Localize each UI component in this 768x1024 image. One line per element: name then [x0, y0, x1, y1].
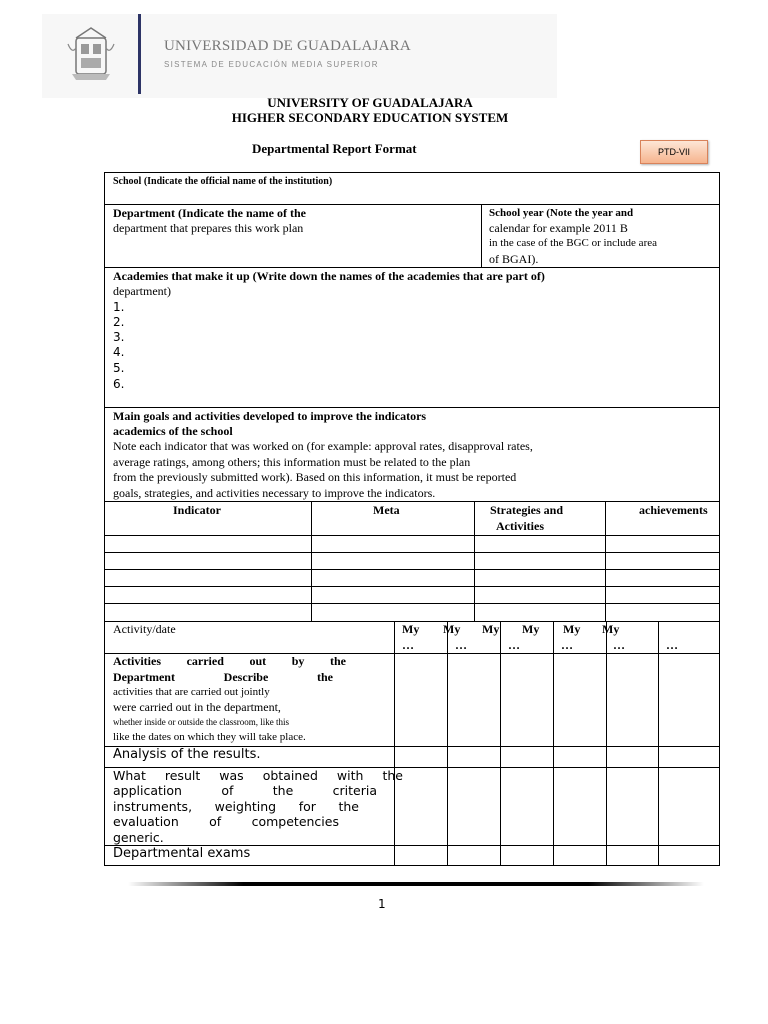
activities-hint-2: were carried out in the department, — [113, 700, 281, 714]
divider — [481, 204, 482, 267]
result-label-3: instruments, weighting for the — [113, 799, 359, 814]
activities-label-1 — [113, 654, 346, 669]
activities-hint-3: whether inside or outside the classroom, like this — [113, 717, 289, 727]
activities-word: carried — [186, 654, 224, 668]
title-line-1: UNIVERSITY OF GUADALAJARA — [267, 95, 473, 110]
goals-label-1: Main goals and activities developed to improve the indicators — [113, 409, 427, 423]
activities-word: Activities — [113, 654, 161, 668]
activities-word: the — [316, 670, 333, 684]
divider — [553, 621, 554, 866]
school-year-hint-2: in the case of the BGC or include area — [489, 237, 657, 249]
activities-word: out — [249, 654, 267, 668]
department-field-hint: department that prepares this work plan — [113, 221, 304, 235]
divider — [500, 621, 501, 866]
academy-item-3: 3. — [113, 330, 125, 344]
activities-hint-4: like the dates on which they will take place. — [113, 731, 306, 743]
activities-label-2 — [113, 670, 333, 685]
table-row — [105, 569, 719, 570]
academy-item-6: 6. — [113, 377, 125, 391]
result-label-4: evaluation of competencies — [113, 814, 339, 829]
strategies-column-header: Strategies and — [490, 503, 563, 517]
indicator-column-header: Indicator — [173, 503, 221, 517]
activities-word: by — [291, 654, 305, 668]
date-ellipsis-2: … — [455, 638, 467, 652]
system-name: SISTEMA DE EDUCACIÓN MEDIA SUPERIOR — [164, 60, 379, 69]
result-label-2: application of the criteria — [113, 783, 377, 798]
goals-hint-2: average ratings, among others; this information must be related to the plan — [113, 455, 471, 469]
activities-word: Department — [113, 670, 175, 684]
date-column-3: My — [482, 622, 500, 636]
footer-divider — [128, 882, 704, 886]
achievements-column-header: achievements — [639, 503, 708, 517]
school-year-hint-3: of BGAI). — [489, 252, 539, 266]
divider — [105, 204, 719, 205]
academy-item-5: 5. — [113, 361, 125, 375]
report-form — [104, 172, 720, 866]
date-ellipsis-4: … — [561, 638, 573, 652]
academy-item-2: 2. — [113, 315, 125, 329]
activities-word: the — [329, 654, 346, 668]
date-column-2: My — [443, 622, 461, 636]
analysis-label: Analysis of the results. — [113, 747, 261, 762]
goals-hint-1: Note each indicator that was worked on (for example: approval rates, disapproval rates, — [113, 439, 533, 453]
date-column-6: My — [602, 622, 620, 636]
table-row — [105, 535, 719, 536]
university-name: UNIVERSIDAD DE GUADALAJARA — [164, 38, 411, 54]
activities-hint-1: activities that are carried out jointly — [113, 686, 270, 698]
goals-hint-4: goals, strategies, and activities necessary to improve the indicators. — [113, 486, 436, 500]
goals-label-2: academics of the school — [113, 424, 233, 438]
logo-divider — [138, 14, 141, 94]
school-field-label: School (Indicate the official name of the institution) — [113, 176, 333, 187]
university-crest-icon — [66, 24, 116, 84]
divider — [105, 407, 719, 408]
meta-column-header: Meta — [373, 503, 400, 517]
date-ellipsis-5: … — [613, 638, 625, 652]
academies-field-hint: department) — [113, 284, 171, 298]
institution-logo-banner — [42, 14, 557, 98]
date-ellipsis-3: … — [508, 638, 520, 652]
academy-item-1: 1. — [113, 300, 125, 314]
activities-column-header: Activities — [496, 519, 544, 533]
divider — [105, 267, 719, 268]
school-year-field-label: School year (Note the year and — [489, 207, 634, 219]
date-column-1: My — [402, 622, 420, 636]
date-ellipsis-1: … — [402, 638, 414, 652]
result-label-5: generic. — [113, 830, 164, 845]
table-row — [105, 603, 719, 604]
format-code-badge: PTD-VII — [640, 140, 708, 164]
divider — [658, 621, 659, 866]
date-column-4: My — [522, 622, 540, 636]
exams-label: Departmental exams — [113, 846, 251, 861]
activity-date-header: Activity/date — [113, 622, 176, 636]
department-field-label: Department (Indicate the name of the — [113, 206, 306, 220]
table-row — [105, 552, 719, 553]
divider — [606, 621, 607, 866]
divider — [105, 501, 719, 502]
divider — [394, 621, 395, 866]
academies-field-label: Academies that make it up (Write down the names of the academies that are part of) — [113, 269, 545, 283]
date-ellipsis-6: … — [666, 638, 678, 652]
page-number: 1 — [378, 897, 386, 911]
academy-item-4: 4. — [113, 345, 125, 359]
school-year-hint-1: calendar for example 2011 B — [489, 221, 628, 235]
format-title: Departmental Report Format — [252, 141, 417, 156]
divider — [447, 621, 448, 866]
title-line-2: HIGHER SECONDARY EDUCATION SYSTEM — [231, 110, 509, 125]
activities-word: Describe — [223, 670, 269, 684]
table-row — [105, 586, 719, 587]
date-column-5: My — [563, 622, 581, 636]
result-label-1: What result was obtained with the — [113, 768, 403, 783]
goals-hint-3: from the previously submitted work). Based on this information, it must be reported — [113, 470, 517, 484]
